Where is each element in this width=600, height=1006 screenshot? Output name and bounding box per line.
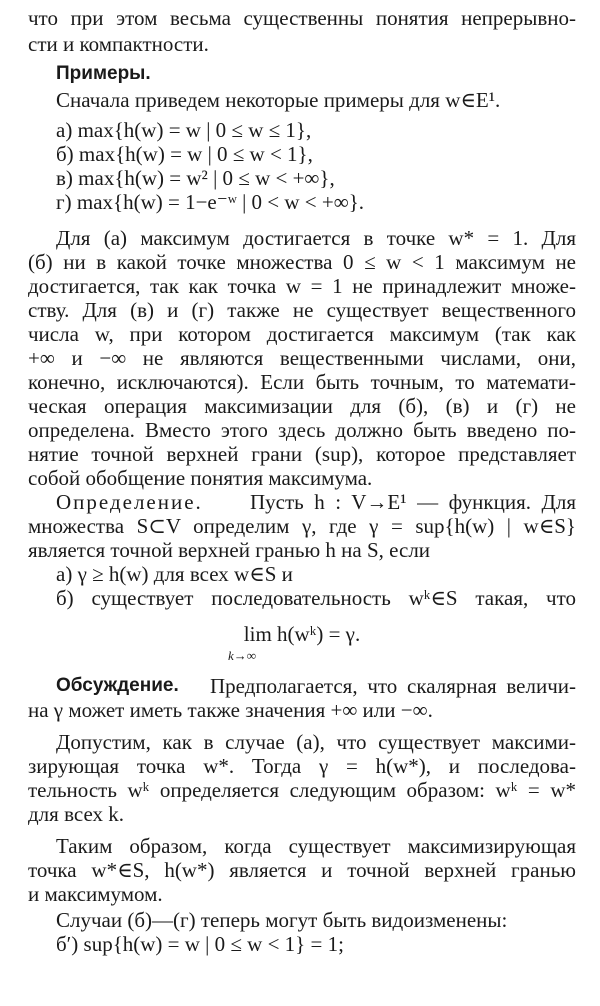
text-line: определена. Вместо этого здесь должно быть введено по- (28, 418, 576, 442)
text-line: (б) ни в какой точке множества 0 ≤ w < 1 максимум не (28, 250, 576, 274)
text-line: и максимумом. (28, 882, 163, 906)
example-b: б) max{h(w) = w | 0 ≤ w < 1}, (56, 142, 313, 166)
text-line: нятие точной верхней грани (sup), которое представляет (28, 442, 576, 466)
text-line: точка w*∈S, h(w*) является и точной верхней гранью (28, 858, 576, 882)
text-line: множества S⊂V определим γ, где γ = sup{h(w) | w∈S} (28, 514, 576, 538)
text-line: Таким образом, когда существует максимизирующая (56, 834, 576, 858)
definition-item-b: б) существует последовательность wᵏ∈S такая, что (56, 586, 576, 610)
text-line: Сначала приведем некоторые примеры для w∈E¹. (56, 88, 501, 112)
text-line: что при этом весьма существенны понятия непрерывно- (28, 6, 576, 30)
heading-examples: Примеры. (56, 63, 151, 84)
text-line: на γ может иметь также значения +∞ или −∞. (28, 698, 433, 722)
text-line: Допустим, как в случае (а), что существует максими- (56, 730, 576, 754)
limit-subscript: k→∞ (228, 648, 257, 663)
text-line: достигается, так как точка w = 1 не принадлежит множе- (28, 274, 576, 298)
text-line: тельность wᵏ определяется следующим образом: wᵏ = w* (28, 778, 576, 802)
example-c: в) max{h(w) = w² | 0 ≤ w < +∞}, (56, 166, 335, 190)
text-line: Предполагается, что скалярная величи- (210, 674, 576, 698)
text-line: сти и компактности. (28, 32, 209, 56)
text-line: собой обобщение понятия максимума. (28, 466, 373, 490)
text-line: Случаи (б)—(г) теперь могут быть видоизменены: (56, 908, 508, 932)
text-line: конечно, исключаются). Если быть точным, то математи- (28, 370, 576, 394)
definition-item-a: а) γ ≥ h(w) для всех w∈S и (56, 562, 293, 586)
limit-formula: lim h(wᵏ) = γ. (243, 622, 361, 646)
text-line: является точной верхней гранью h на S, если (28, 538, 431, 562)
text-line: +∞ и −∞ не являются вещественными числами, они, (28, 346, 576, 370)
example-a: а) max{h(w) = w | 0 ≤ w ≤ 1}, (56, 118, 312, 142)
text-line: ческая операция максимизации для (б), (в) и (г) не (28, 394, 576, 418)
text-line: для всех k. (28, 802, 124, 826)
text-line: числа w, при котором достигается максимум (так как (28, 322, 576, 346)
definition-label: Определение. (56, 490, 203, 514)
text-line: Пусть h : V→E¹ — функция. Для (250, 490, 576, 514)
case-b-prime: б′) sup{h(w) = w | 0 ≤ w < 1} = 1; (56, 932, 344, 956)
text-line: Для (а) максимум достигается в точке w* = 1. Для (56, 226, 576, 250)
heading-discussion: Обсуждение. (56, 675, 179, 696)
text-line: зирующая точка w*. Тогда γ = h(w*), и последова- (28, 754, 576, 778)
text-line: ству. Для (в) и (г) также не существует вещественного (28, 298, 576, 322)
example-d: г) max{h(w) = 1−e⁻ʷ | 0 < w < +∞}. (56, 190, 365, 214)
